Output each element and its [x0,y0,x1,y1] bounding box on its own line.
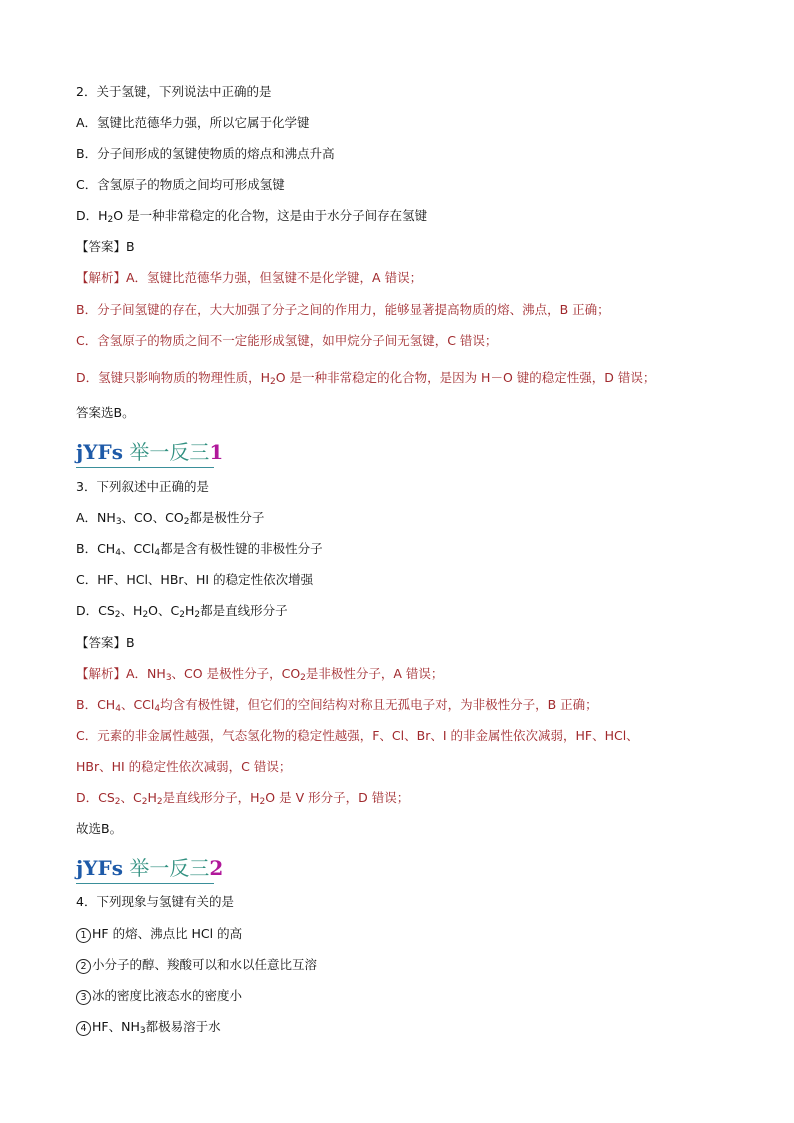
q4-item-4: 4 HF、$NH_3$都极易溶于水 [76,1019,221,1036]
q2-conclusion: 答案选B。 [76,405,135,420]
q3-option-d: D．$CS_2$、$H_2O$、$C_2H_2$都是直线形分子 [76,603,288,620]
q3-analysis-b: B．$CH_4$、CCl$_4$均含有极性键，但它们的空间结构对称且无孤电子对，为非极性分子，B 正确； [76,697,598,714]
q2-answer: 【答案】B [76,239,135,254]
q4-stem: 4．下列现象与氢键有关的是 [76,894,234,909]
section-heading-2 [76,856,223,880]
q4-item-3: 3 冰的密度比液态水的密度小 [76,988,242,1005]
q2-analysis-b: B．分子间氢键的存在，大大加强了分子之间的作用力，能够显著提高物质的熔、沸点，B 正确； [76,302,610,317]
q2-option-d: D．$H_2O$ 是一种非常稳定的化合物，这是由于水分子间存在氢键 [76,208,428,225]
q2-analysis-a: 【解析】A．氢键比范德华力强，但氢键不是化学键，A 错误； [76,270,423,285]
circled-number: 3 [76,990,91,1005]
section-heading-1 [76,440,223,464]
q3-stem: 3．下列叙述中正确的是 [76,479,209,494]
circled-number: 2 [76,959,91,974]
q3-analysis-c-line1: C．元素的非金属性越强，气态氢化物的稳定性越强，F、Cl、Br、I 的非金属性依次减弱，HF、HCl、 [76,728,639,743]
q2-analysis-d: D．氢键只影响物质的物理性质，$H_2O$ 是一种非常稳定的化合物，是因为 H－O 键的稳定性强，D 错误； [76,370,656,387]
brand-logo: jYFs [76,856,123,880]
q2-stem: 2．关于氢键，下列说法中正确的是 [76,84,272,99]
q3-option-c: C．HF、HCl、HBr、HI 的稳定性依次增强 [76,572,314,587]
q2-option-c: C．含氢原子的物质之间均可形成氢键 [76,177,285,192]
circled-number: 4 [76,1021,91,1036]
q3-analysis-a: 【解析】A．$NH_3$、CO 是极性分子，$CO_2$是非极性分子，A 错误； [76,666,444,683]
q2-analysis-c: C．含氢原子的物质之间不一定能形成氢键，如甲烷分子间无氢键，C 错误； [76,333,498,348]
q3-answer: 【答案】B [76,635,135,650]
heading-number: 2 [209,856,224,880]
heading-number: 1 [209,440,224,464]
q2-option-b: B．分子间形成的氢键使物质的熔点和沸点升高 [76,146,335,161]
brand-logo: jYFs [76,440,123,464]
q3-analysis-d: D．$CS_2$、$C_2H_2$是直线形分子，$H_2O$ 是 V 形分子，D 错误； [76,790,410,807]
q3-option-b: B．$CH_4$、CCl$_4$都是含有极性键的非极性分子 [76,541,323,558]
q3-conclusion: 故选B。 [76,821,123,836]
q4-item-1: 1 HF 的熔、沸点比 HCl 的高 [76,926,242,943]
heading-underline [76,883,214,884]
q3-option-a: A．$NH_3$、CO、$CO_2$都是极性分子 [76,510,265,527]
q2-option-a: A．氢键比范德华力强，所以它属于化学键 [76,115,310,130]
heading-underline [76,467,214,468]
heading-text: 举一反三 [129,440,210,464]
heading-text: 举一反三 [129,856,210,880]
q4-item-2: 2 小分子的醇、羧酸可以和水以任意比互溶 [76,957,317,974]
circled-number: 1 [76,928,91,943]
q3-analysis-c-line2: HBr、HI 的稳定性依次减弱，C 错误； [76,759,292,774]
